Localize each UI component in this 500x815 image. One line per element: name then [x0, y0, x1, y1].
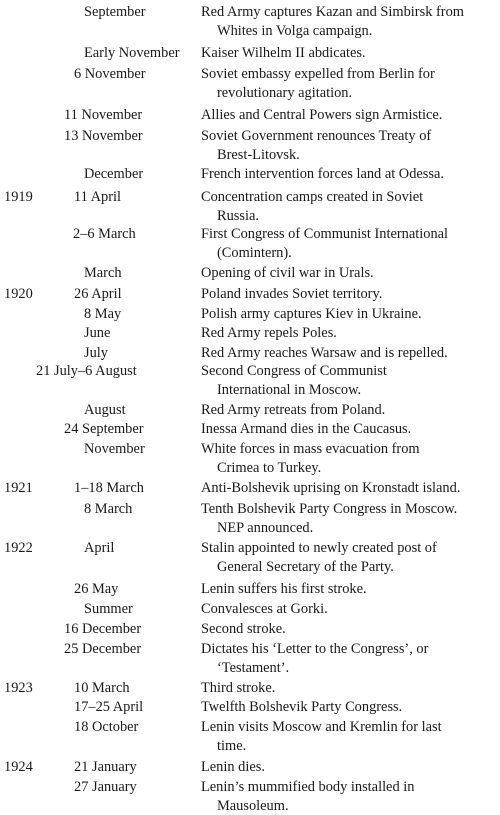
- event-line: Whites in Volga campaign.: [201, 22, 497, 41]
- entry-event: [201, 600, 497, 619]
- entry-year: 1923: [4, 679, 33, 698]
- event-line: General Secretary of the Party.: [201, 558, 497, 577]
- entry-date: 21 July–6 August: [36, 362, 137, 381]
- entry-date: June: [84, 324, 110, 343]
- event-line: Red Army reaches Warsaw and is repelled.: [201, 344, 497, 363]
- entry-event: [201, 44, 497, 63]
- entry-date: 17–25 April: [74, 698, 143, 717]
- event-line: Allies and Central Powers sign Armistice.: [201, 106, 497, 125]
- entry-event: [201, 479, 497, 498]
- event-line: Soviet embassy expelled from Berlin for: [201, 65, 497, 84]
- entry-event: [201, 225, 497, 262]
- entry-event: [201, 305, 497, 324]
- entry-date: 26 May: [74, 580, 118, 599]
- entry-date: August: [84, 401, 126, 420]
- entry-date: Summer: [84, 600, 133, 619]
- entry-date: 26 April: [74, 285, 122, 304]
- entry-date: March: [84, 264, 122, 283]
- entry-year: 1919: [4, 188, 33, 207]
- entry-event: [201, 324, 497, 343]
- event-line: International in Moscow.: [201, 381, 497, 400]
- entry-date: 25 December: [64, 640, 141, 659]
- entry-year: 1922: [4, 539, 33, 558]
- entry-event: [201, 127, 497, 164]
- entry-date: 13 November: [64, 127, 143, 146]
- event-line: Soviet Government renounces Treaty of: [201, 127, 497, 146]
- entry-event: [201, 620, 497, 639]
- entry-date: July: [84, 344, 108, 363]
- entry-event: [201, 264, 497, 283]
- event-line: Polish army captures Kiev in Ukraine.: [201, 305, 497, 324]
- event-line: Red Army captures Kazan and Simbirsk from: [201, 3, 497, 22]
- event-line: Twelfth Bolshevik Party Congress.: [201, 698, 497, 717]
- event-line: Lenin’s mummified body installed in: [201, 778, 497, 797]
- event-line: Anti-Bolshevik uprising on Kronstadt island.: [201, 479, 497, 498]
- entry-event: [201, 3, 497, 40]
- event-line: Stalin appointed to newly created post of: [201, 539, 497, 558]
- entry-event: [201, 344, 497, 363]
- entry-date: November: [84, 440, 145, 459]
- event-line: (Comintern).: [201, 244, 497, 263]
- event-line: Crimea to Turkey.: [201, 459, 497, 478]
- entry-date: 6 November: [74, 65, 146, 84]
- entry-date: 8 March: [84, 500, 132, 519]
- entry-date: 2–6 March: [73, 225, 136, 244]
- entry-event: [201, 285, 497, 304]
- entry-date: April: [84, 539, 114, 558]
- entry-event: [201, 718, 497, 755]
- entry-date: 1–18 March: [74, 479, 144, 498]
- event-line: Dictates his ‘Letter to the Congress’, or: [201, 640, 497, 659]
- entry-event: [201, 778, 497, 815]
- event-line: Opening of civil war in Urals.: [201, 264, 497, 283]
- entry-date: December: [84, 165, 143, 184]
- entry-event: [201, 539, 497, 576]
- event-line: revolutionary agitation.: [201, 84, 497, 103]
- event-line: French intervention forces land at Odessa.: [201, 165, 497, 184]
- entry-date: 27 January: [74, 778, 137, 797]
- entry-date: Early November: [84, 44, 180, 63]
- event-line: Third stroke.: [201, 679, 497, 698]
- entry-event: [201, 65, 497, 102]
- event-line: Lenin dies.: [201, 758, 497, 777]
- entry-date: 24 September: [64, 420, 144, 439]
- entry-event: [201, 640, 497, 677]
- event-line: Lenin visits Moscow and Kremlin for last: [201, 718, 497, 737]
- event-line: Tenth Bolshevik Party Congress in Moscow.: [201, 500, 497, 519]
- event-line: time.: [201, 737, 497, 756]
- entry-event: [201, 500, 497, 537]
- entry-event: [201, 106, 497, 125]
- entry-event: [201, 362, 497, 399]
- entry-year: 1924: [4, 758, 33, 777]
- entry-date: 21 January: [74, 758, 137, 777]
- event-line: White forces in mass evacuation from: [201, 440, 497, 459]
- entry-event: [201, 580, 497, 599]
- event-line: Inessa Armand dies in the Caucasus.: [201, 420, 497, 439]
- event-line: Russia.: [201, 207, 497, 226]
- event-line: Concentration camps created in Soviet: [201, 188, 497, 207]
- event-line: Red Army retreats from Poland.: [201, 401, 497, 420]
- entry-year: 1921: [4, 479, 33, 498]
- event-line: Poland invades Soviet territory.: [201, 285, 497, 304]
- entry-event: [201, 420, 497, 439]
- event-line: Lenin suffers his first stroke.: [201, 580, 497, 599]
- entry-date: 10 March: [74, 679, 130, 698]
- entry-event: [201, 440, 497, 477]
- entry-date: 8 May: [84, 305, 121, 324]
- event-line: Second stroke.: [201, 620, 497, 639]
- entry-event: [201, 188, 497, 225]
- event-line: NEP announced.: [201, 519, 497, 538]
- entry-event: [201, 679, 497, 698]
- event-line: Brest-Litovsk.: [201, 146, 497, 165]
- event-line: Second Congress of Communist: [201, 362, 497, 381]
- entry-date: 16 December: [64, 620, 141, 639]
- event-line: Red Army repels Poles.: [201, 324, 497, 343]
- entry-date: 11 November: [64, 106, 142, 125]
- event-line: First Congress of Communist International: [201, 225, 497, 244]
- event-line: ‘Testament’.: [201, 659, 497, 678]
- event-line: Kaiser Wilhelm II abdicates.: [201, 44, 497, 63]
- event-line: Mausoleum.: [201, 797, 497, 815]
- entry-year: 1920: [4, 285, 33, 304]
- event-line: Convalesces at Gorki.: [201, 600, 497, 619]
- entry-date: 11 April: [74, 188, 121, 207]
- entry-date: 18 October: [74, 718, 138, 737]
- entry-event: [201, 401, 497, 420]
- entry-date: September: [84, 3, 146, 22]
- entry-event: [201, 758, 497, 777]
- entry-event: [201, 698, 497, 717]
- entry-event: [201, 165, 497, 184]
